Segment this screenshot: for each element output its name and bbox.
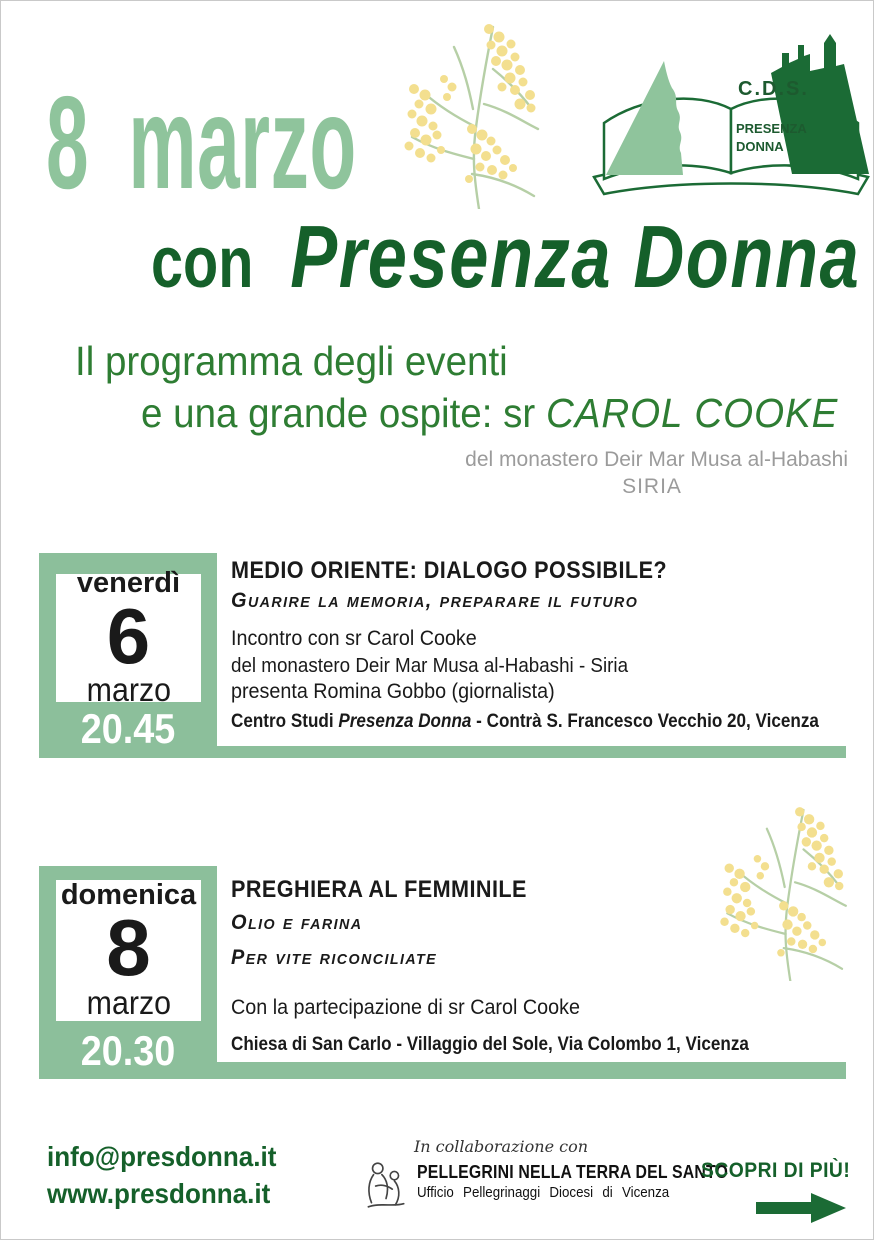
event1-content bbox=[217, 553, 846, 746]
event1-location-org: Presenza Donna bbox=[338, 711, 472, 732]
event2-time: 20.30 bbox=[80, 1027, 176, 1074]
event1-title: MEDIO ORIENTE: DIALOGO POSSIBILE? bbox=[231, 557, 668, 584]
guest-origin-line2: SIRIA bbox=[622, 475, 682, 499]
collaboration-label: In collaborazione con bbox=[413, 1137, 589, 1156]
event1-location: Centro Studi Presenza Donna - Contrà S. Francesco Vecchio 20, Vicenza bbox=[231, 711, 819, 732]
event2-line1: Con la partecipazione di sr Carol Cooke bbox=[231, 996, 580, 1019]
mimosa-illustration-top bbox=[384, 9, 552, 209]
pellegrini-logo bbox=[361, 1159, 409, 1211]
event2-day-name: domenica bbox=[60, 878, 197, 911]
event1-date-box bbox=[56, 567, 201, 708]
poster-title-date: 8 marzo bbox=[46, 69, 357, 216]
event1-month: marzo bbox=[86, 670, 171, 708]
cta-label[interactable]: SCOPRI DI PIÙ! bbox=[701, 1159, 851, 1182]
guest-origin-line1: del monastero Deir Mar Musa al-Habashi bbox=[465, 448, 848, 471]
event1-line1: Incontro con sr Carol Cooke bbox=[231, 627, 477, 650]
logo-name-line2: DONNA bbox=[736, 139, 784, 154]
event2-subtitle1: Olio e farina bbox=[231, 911, 363, 934]
logo-name-line1: PRESENZA bbox=[736, 121, 807, 136]
poster-title-org bbox=[151, 207, 861, 306]
guest-line-prefix: e una grande ospite: bbox=[141, 390, 504, 436]
event2-date-box bbox=[56, 880, 201, 1021]
event1-time: 20.45 bbox=[80, 705, 176, 752]
contact-block bbox=[47, 1139, 294, 1213]
event2-day-number: 8 bbox=[106, 903, 151, 993]
event-block-march-6 bbox=[39, 553, 846, 758]
partner-subtitle: Ufficio Pellegrinaggi Diocesi di Vicenza bbox=[417, 1185, 670, 1201]
program-guest-line bbox=[141, 391, 874, 436]
guest-line-sr: sr bbox=[503, 390, 546, 436]
guest-origin bbox=[456, 448, 848, 499]
contact-website[interactable]: www.presdonna.it bbox=[47, 1177, 271, 1209]
title-con: con bbox=[151, 223, 254, 303]
event2-location: Chiesa di San Carlo - Villaggio del Sole, Via Colombo 1, Vicenza bbox=[231, 1034, 749, 1055]
title-presenza-donna: Presenza Donna bbox=[290, 207, 861, 306]
event2-month: marzo bbox=[86, 984, 171, 1022]
cta-arrow-icon[interactable] bbox=[756, 1193, 846, 1223]
event1-subtitle: Guarire la memoria, preparare il futuro bbox=[231, 589, 639, 612]
event2-subtitle2: Per vite riconciliate bbox=[231, 946, 438, 969]
guest-name: CAROL COOKE bbox=[545, 390, 839, 436]
logo-acronym: C.D.S. bbox=[738, 78, 809, 100]
event1-day-number: 6 bbox=[106, 591, 151, 680]
event1-line2: del monastero Deir Mar Musa al-Habashi - Siria bbox=[231, 655, 629, 677]
program-headline: Il programma degli eventi bbox=[75, 338, 508, 384]
contact-email[interactable]: info@presdonna.it bbox=[47, 1141, 277, 1172]
presenza-donna-logo bbox=[586, 31, 874, 203]
event1-line3: presenta Romina Gobbo (giornalista) bbox=[231, 680, 555, 703]
event2-title: PREGHIERA AL FEMMINILE bbox=[231, 876, 527, 903]
partner-name: PELLEGRINI NELLA TERRA DEL SANTO bbox=[417, 1162, 729, 1182]
mimosa-illustration-bottom bbox=[696, 793, 864, 981]
event1-day-name: venerdì bbox=[76, 567, 181, 600]
